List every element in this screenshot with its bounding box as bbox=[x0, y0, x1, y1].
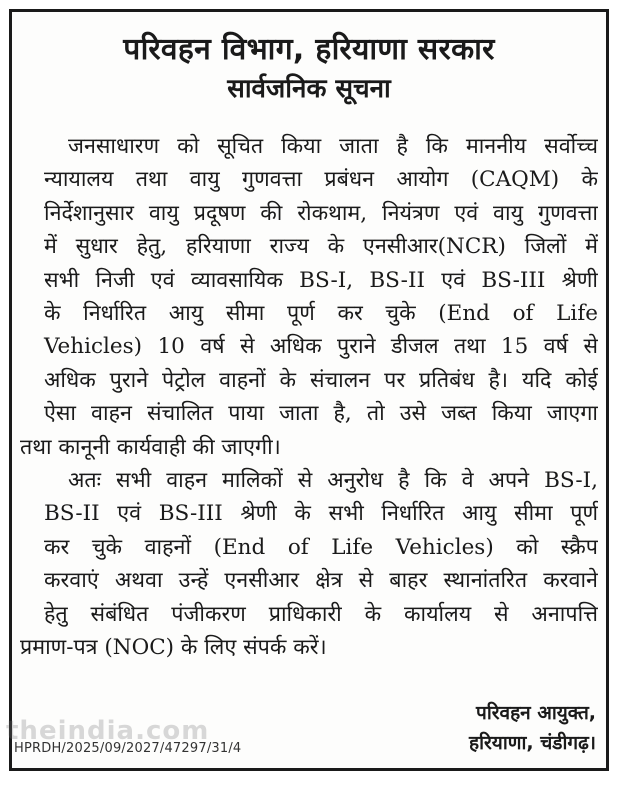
paragraph-2-line: कर चुके वाहनों (End of Life Vehicles) को स्क्रैप bbox=[44, 534, 598, 560]
paragraph-1-line: न्यायालय तथा वायु गुणवत्ता प्रबंधन आयोग (CAQM) के bbox=[44, 167, 598, 193]
paragraph-1-line: Vehicles) 10 वर्ष से अधिक पुराने डीजल तथा 15 वर्ष से bbox=[44, 334, 598, 360]
paragraph-2-line: BS-II एवं BS-III श्रेणी के सभी निर्धारित आयु सीमा पूर्ण bbox=[44, 501, 598, 527]
paragraph-1-line: सभी निजी एवं व्यावसायिक BS-I, BS-II एवं BS-III श्रेणी bbox=[44, 267, 598, 293]
notice-header bbox=[12, 12, 606, 108]
watermark: theindia.com bbox=[6, 716, 210, 746]
signature-block bbox=[469, 698, 596, 758]
paragraph-1-line: तथा कानूनी कार्यवाही की जाएगी। bbox=[20, 434, 281, 460]
paragraph-1-line: ऐसा वाहन संचालित पाया जाता है, तो उसे जब्त किया जाएगा bbox=[44, 401, 598, 427]
paragraph-2-line: अतः सभी वाहन मालिकों से अनुरोध है कि वे अपने BS-I, bbox=[68, 468, 598, 494]
notice-subtitle: सार्वजनिक सूचना bbox=[227, 74, 391, 104]
paragraph-2-line: करवाएं अथवा उन्हें एनसीआर क्षेत्र से बाहर स्थानांतरित करवाने bbox=[44, 568, 598, 594]
paragraph-1-line: निर्देशानुसार वायु प्रदूषण की रोकथाम, नियंत्रण एवं वायु गुणवत्ता bbox=[44, 200, 598, 226]
paragraph-1 bbox=[20, 130, 598, 464]
paragraph-1-line: अधिक पुराने पेट्रोल वाहनों के संचालन पर प्रतिबंध है। यदि कोई bbox=[44, 367, 598, 393]
paragraph-1-line: में सुधार हेतु, हरियाणा राज्य के एनसीआर(NCR) जिलों में bbox=[44, 234, 598, 260]
notice-title: परिवहन विभाग, हरियाणा सरकार bbox=[123, 32, 495, 67]
reference-number: HPRDH/2025/09/2027/47297/31/4 bbox=[14, 741, 242, 756]
paragraph-2 bbox=[20, 464, 598, 664]
notice-frame bbox=[6, 9, 609, 771]
signature-designation: परिवहन आयुक्त, bbox=[476, 702, 596, 724]
signature-location: हरियाणा, चंडीगढ़। bbox=[469, 732, 596, 754]
paragraph-2-line: हेतु संबंधित पंजीकरण प्राधिकारी के कार्यालय से अनापत्ति bbox=[44, 601, 598, 627]
paragraph-1-line: के निर्धारित आयु सीमा पूर्ण कर चुके (End of Life bbox=[44, 301, 598, 327]
paragraph-1-line: जनसाधारण को सूचित किया जाता है कि माननीय सर्वोच्च bbox=[68, 134, 598, 159]
paragraph-2-line: प्रमाण-पत्र (NOC) के लिए संपर्क करें। bbox=[20, 635, 327, 661]
notice-body bbox=[20, 130, 598, 665]
